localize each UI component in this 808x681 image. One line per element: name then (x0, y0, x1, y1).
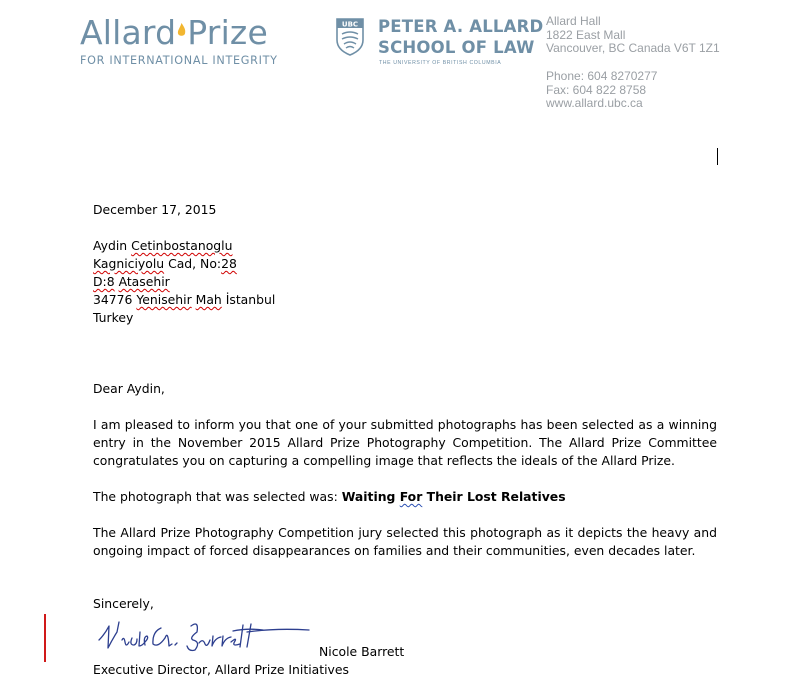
ubc-crest-icon (336, 18, 364, 56)
neighborhood-name: Yenisehir (136, 292, 192, 307)
recipient-district (93, 273, 170, 291)
recipient-country: Turkey (93, 310, 134, 325)
flame-icon (177, 23, 186, 38)
change-bar-mark (44, 614, 46, 662)
selected-prefix: The photograph that was selected was: (93, 489, 342, 504)
selected-photo-line (93, 488, 566, 506)
address-line: 1822 East Mall (546, 27, 626, 42)
district-name: Atasehir (118, 274, 170, 289)
salutation: Dear Aydin, (93, 381, 165, 396)
street-detail: Cad, No: (164, 256, 222, 271)
photo-title-part: For (399, 489, 423, 504)
closing: Sincerely, (93, 596, 154, 611)
address-line: Vancouver, BC Canada V6T 1Z1 (546, 41, 720, 55)
text-cursor (717, 148, 718, 165)
law-school-wordmark (378, 16, 543, 58)
street-number: 28 (221, 256, 237, 271)
recipient-city (93, 291, 275, 309)
law-school-line2: SCHOOL OF LAW (378, 38, 535, 57)
postal-code: 34776 (93, 292, 137, 307)
law-school-line1: PETER A. ALLARD (378, 17, 544, 36)
city-name: İstanbul (221, 292, 276, 307)
allard-logo-word-prize: Prize (187, 13, 268, 52)
address-line: Allard Hall (546, 14, 601, 28)
law-school-subtitle: THE UNIVERSITY OF BRITISH COLUMBIA (379, 60, 502, 66)
contact-numbers (546, 70, 657, 111)
recipient-first-name: Aydin (93, 238, 128, 253)
ubc-crest-text: UBC (341, 20, 359, 29)
signer-title: Executive Director, Allard Prize Initiatives (93, 662, 349, 677)
photo-title (342, 489, 566, 504)
phone-line: Phone: 604 8270277 (546, 69, 658, 83)
allard-logo-word-allard: Allard (80, 13, 177, 52)
web-line: www.allard.ubc.ca (546, 96, 643, 110)
allard-prize-logo (80, 14, 295, 70)
paragraph-jury: The Allard Prize Photography Competition jury selected this photograph as it depicts the heavy and ongoing impact of forced disappearances on families and their communities, even decades later. (93, 525, 717, 558)
recipient-street (93, 255, 237, 273)
photo-title-part: Waiting (341, 489, 400, 504)
street-name: Kagniciyolu (93, 256, 165, 271)
district-code: D:8 (93, 274, 115, 289)
letter-date: December 17, 2015 (93, 202, 217, 217)
handwritten-signature (95, 612, 313, 658)
recipient-name (93, 237, 232, 255)
contact-address (546, 15, 720, 56)
photo-title-part: Their Lost Relatives (422, 489, 566, 504)
signer-name: Nicole Barrett (319, 644, 405, 659)
paragraph-notification: I am pleased to inform you that one of your submitted photographs has been selected as a winning entry in the November 2015 Allard Prize Photography Competition. The Allard Prize Committee congratulates you on capturing a compelling image that reflects the ideals of the Allard Prize. (93, 417, 717, 468)
fax-line: Fax: 604 822 8758 (546, 82, 647, 97)
recipient-last-name: Cetinbostanoglu (131, 238, 233, 253)
neighborhood-suffix: Mah (195, 292, 222, 307)
allard-logo-tagline: FOR INTERNATIONAL INTEGRITY (80, 54, 278, 67)
